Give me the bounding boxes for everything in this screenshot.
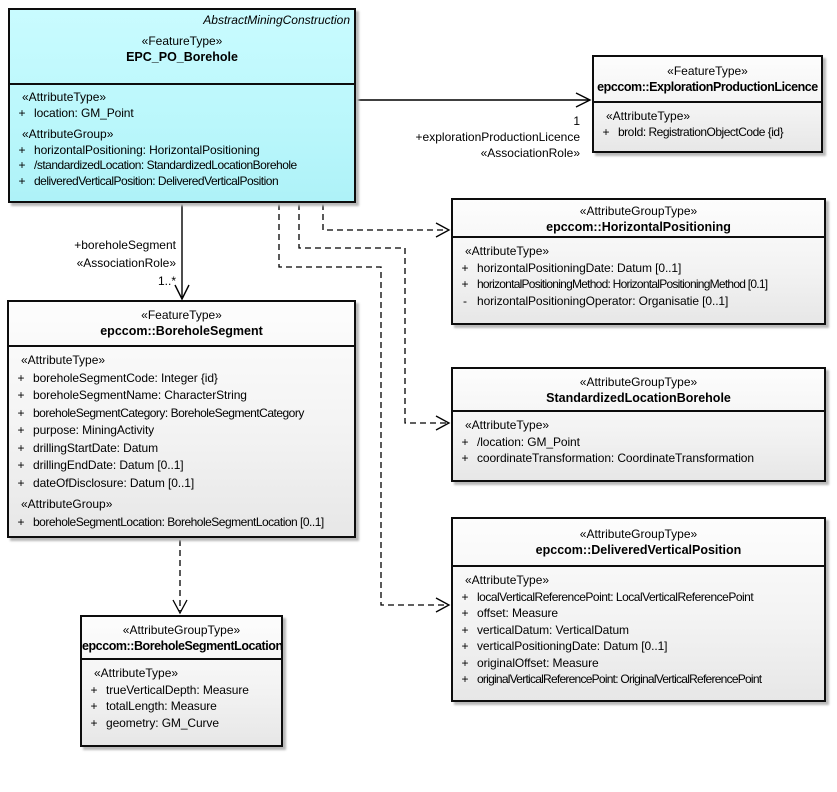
class-name: StandardizedLocationBorehole — [546, 391, 731, 405]
association-stereotype: «AssociationRole» — [76, 256, 176, 270]
class-stereotype: «FeatureType» — [141, 308, 222, 322]
class-stereotype: «AttributeGroupType» — [579, 204, 698, 218]
class-name: epccom::BoreholeSegment — [100, 324, 263, 338]
attribute-row: - horizontalPositioningOperator: Organisatie [0..1] — [463, 293, 729, 308]
class-borehole-segment-location — [80, 615, 283, 747]
attribute-row: + horizontalPositioningMethod: HorizontalPositioningMethod [0.1] — [461, 277, 768, 291]
attribute-row: + horizontalPositioning: HorizontalPositioning — [18, 142, 260, 157]
attribute-section-header: «AttributeGroup» — [21, 497, 113, 511]
class-stereotype: «AttributeGroupType» — [579, 527, 698, 541]
association-role: +boreholeSegment — [74, 238, 176, 252]
attribute-row: + originalOffset: Measure — [461, 655, 599, 670]
attribute-row: + verticalDatum: VerticalDatum — [461, 622, 629, 637]
attribute-section-header: «AttributeType» — [22, 90, 107, 104]
attribute-section-header: «AttributeType» — [465, 418, 550, 432]
association-label-borehole-segment — [74, 236, 176, 290]
class-name: epccom::BoreholeSegmentLocation — [82, 639, 283, 653]
open-arrowhead-icon — [576, 93, 590, 107]
association-label-exploration-production-licence — [416, 113, 580, 161]
attribute-row: + boreholeSegmentName: CharacterString — [17, 388, 247, 402]
attribute-row: + geometry: GM_Curve — [90, 715, 219, 730]
attribute-row: + /location: GM_Point — [461, 434, 580, 449]
association-exploration-production-licence — [356, 93, 590, 107]
attribute-row: + originalVerticalReferencePoint: OriginalVerticalReferencePoint — [461, 672, 762, 686]
class-name: EPC_PO_Borehole — [126, 50, 238, 64]
class-delivered-vertical-position — [451, 517, 826, 702]
dependency-borehole-segment-location — [173, 540, 187, 613]
attribute-row: + offset: Measure — [461, 606, 558, 620]
association-role: +explorationProductionLicence — [415, 130, 580, 144]
class-stereotype: «FeatureType» — [141, 34, 223, 48]
class-standardized-location-borehole — [451, 367, 826, 482]
open-arrowhead-icon — [436, 223, 449, 237]
attribute-row: + coordinateTransformation: CoordinateTransformation — [461, 451, 754, 465]
attribute-section-header: «AttributeType» — [21, 353, 106, 367]
class-name: epccom::HorizontalPositioning — [546, 220, 731, 234]
class-name: epccom::ExplorationProductionLicence — [597, 80, 818, 94]
class-exploration-production-licence — [592, 55, 823, 153]
attribute-row: + drillingStartDate: Datum — [17, 440, 158, 455]
attribute-row: + boreholeSegmentCategory: BoreholeSegmentCategory — [17, 405, 304, 420]
dependency-horizontal-positioning — [323, 204, 449, 237]
open-arrowhead-icon — [175, 285, 189, 299]
class-borehole-segment — [7, 300, 356, 538]
class-stereotype: «AttributeGroupType» — [122, 623, 241, 637]
attribute-row: + boreholeSegmentLocation: BoreholeSegmentLocation [0..1] — [17, 514, 324, 529]
class-epc-po-borehole — [8, 8, 356, 203]
attribute-section-header: «AttributeType» — [606, 109, 691, 123]
open-arrowhead-icon — [436, 416, 449, 430]
attribute-row: + totalLength: Measure — [90, 699, 217, 713]
attribute-row: + purpose: MiningActivity — [17, 423, 155, 437]
class-name: epccom::DeliveredVerticalPosition — [535, 543, 742, 557]
attribute-row: + horizontalPositioningDate: Datum [0..1] — [461, 260, 682, 275]
class-stereotype: «FeatureType» — [667, 64, 748, 78]
attribute-section-header: «AttributeType» — [94, 666, 179, 680]
attribute-row: + boreholeSegmentCode: Integer {id} — [17, 370, 218, 385]
attribute-row: + dateOfDisclosure: Datum [0..1] — [17, 475, 195, 490]
association-multiplicity: 1 — [573, 114, 580, 128]
attribute-section-header: «AttributeType» — [465, 573, 550, 587]
attribute-row: + location: GM_Point — [18, 105, 134, 120]
parent-class-label: AbstractMiningConstruction — [203, 13, 350, 27]
attribute-section-header: «AttributeType» — [465, 244, 550, 258]
class-horizontal-positioning — [451, 198, 826, 325]
association-stereotype: «AssociationRole» — [480, 146, 580, 160]
attribute-section-header: «AttributeGroup» — [22, 127, 114, 141]
attribute-row: + verticalPositioningDate: Datum [0..1] — [461, 639, 668, 653]
class-stereotype: «AttributeGroupType» — [579, 375, 698, 389]
attribute-row: + deliveredVerticalPosition: DeliveredVerticalPosition — [18, 173, 279, 188]
association-multiplicity: 1..* — [157, 274, 176, 288]
open-arrowhead-icon — [436, 598, 449, 612]
attribute-row: + drillingEndDate: Datum [0..1] — [17, 458, 184, 472]
attribute-row: + localVerticalReferencePoint: LocalVerticalReferencePoint — [461, 589, 754, 604]
attribute-row: + trueVerticalDepth: Measure — [90, 682, 249, 697]
attribute-row: + broId: RegistrationObjectCode {id} — [602, 125, 784, 139]
association-borehole-segment — [175, 204, 189, 299]
attribute-row: + /standardizedLocation: StandardizedLocationBorehole — [18, 158, 297, 172]
open-arrowhead-icon — [173, 600, 187, 613]
